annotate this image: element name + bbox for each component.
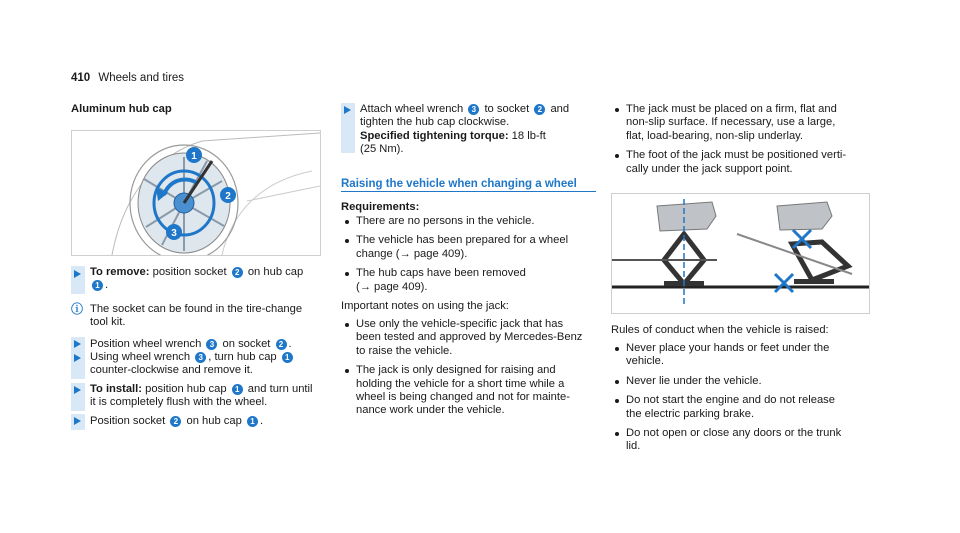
step-attach-wrench: Attach wheel wrench 3 to socket 2 and tighten the hub cap clockwise. Specified tightening torque: 18 lb-ft (25 Nm). (360, 103, 570, 156)
list-item: The jack must be placed on a firm, flat and non-slip surface. If necessary, use a large, flat, load-bearing, non-slip underlay. (611, 103, 881, 143)
badge-2: 2 (232, 267, 243, 278)
list-item: Never place your hands or feet under the vehicle. (611, 342, 881, 369)
badge-2: 2 (276, 339, 287, 350)
step-position-socket: Position socket 2 on hub cap 1 . (90, 415, 264, 427)
svg-text:3: 3 (171, 228, 177, 239)
badge-3: 3 (206, 339, 217, 350)
section-rule (341, 191, 596, 192)
step-arrow-icon (74, 270, 81, 278)
list-item: Do not start the engine and do not release the electric parking brake. (611, 394, 881, 421)
badge-3: 3 (195, 352, 206, 363)
list-item: Do not open or close any doors or the trunk lid. (611, 427, 881, 454)
badge-1: 1 (247, 416, 258, 427)
page-header (71, 72, 184, 85)
badge-2: 2 (170, 416, 181, 427)
badge-2 (220, 187, 236, 203)
svg-text:2: 2 (225, 191, 231, 202)
info-icon: ⓘ (71, 302, 84, 316)
notes-list (341, 318, 603, 424)
jack-placement-list (611, 103, 881, 182)
hub-cap-title: Aluminum hub cap (71, 103, 172, 115)
step-arrow-icon (74, 340, 81, 348)
step-remove: To remove: position socket 2 on hub cap 1 . (90, 266, 304, 292)
badge-1: 1 (92, 280, 103, 291)
rules-list (611, 342, 881, 460)
list-item: The vehicle has been prepared for a wheel change (→ page 409). (341, 234, 601, 261)
step-arrow-icon (74, 354, 81, 362)
section-name: Wheels and tires (98, 72, 185, 84)
step-arrow-icon (74, 386, 81, 394)
step-arrow-icon (74, 417, 81, 425)
badge-2: 2 (534, 104, 545, 115)
list-item: The hub caps have been removed (→ page 409). (341, 267, 601, 294)
page-number: 410 (71, 72, 91, 84)
badge-1: 1 (232, 384, 243, 395)
notes-intro: Important notes on using the jack: (341, 300, 509, 312)
requirements-label: Requirements: (341, 201, 420, 213)
step-arrow-icon (344, 106, 351, 114)
svg-text:1: 1 (191, 151, 197, 162)
rules-intro: Rules of conduct when the vehicle is raised: (611, 324, 829, 336)
step-turn-hub-cap: Using wheel wrench 3 , turn hub cap 1 counter-clockwise and remove it. (90, 351, 330, 378)
cross-icon (775, 274, 793, 292)
step-position-wrench: Position wheel wrench 3 on socket 2 . (90, 338, 292, 350)
list-item: There are no persons in the vehicle. (341, 215, 601, 228)
jack-illustration (612, 194, 869, 313)
list-item: The foot of the jack must be positioned verti- cally under the jack support point. (611, 149, 881, 176)
requirements-list (341, 215, 601, 300)
list-item: Never lie under the vehicle. (611, 375, 881, 388)
badge-1 (186, 147, 202, 163)
step-install: To install: position hub cap 1 and turn until it is completely flush with the wheel. (90, 383, 313, 409)
list-item: The jack is only designed for raising and holding the vehicle for a short time while a wheel is being changed and not for mainte- nance work under the vehicle. (341, 364, 603, 418)
jack-figure (611, 193, 870, 314)
badge-3 (166, 224, 182, 240)
hub-cap-illustration (72, 131, 320, 255)
badge-3: 3 (468, 104, 479, 115)
section-title: Raising the vehicle when changing a wheel (341, 178, 577, 190)
note-text: The socket can be found in the tire-change tool kit. (90, 303, 303, 329)
hub-cap-figure (71, 130, 321, 256)
badge-1: 1 (282, 352, 293, 363)
list-item: Use only the vehicle-specific jack that has been tested and approved by Mercedes-Benz to raise the vehicle. (341, 318, 603, 358)
